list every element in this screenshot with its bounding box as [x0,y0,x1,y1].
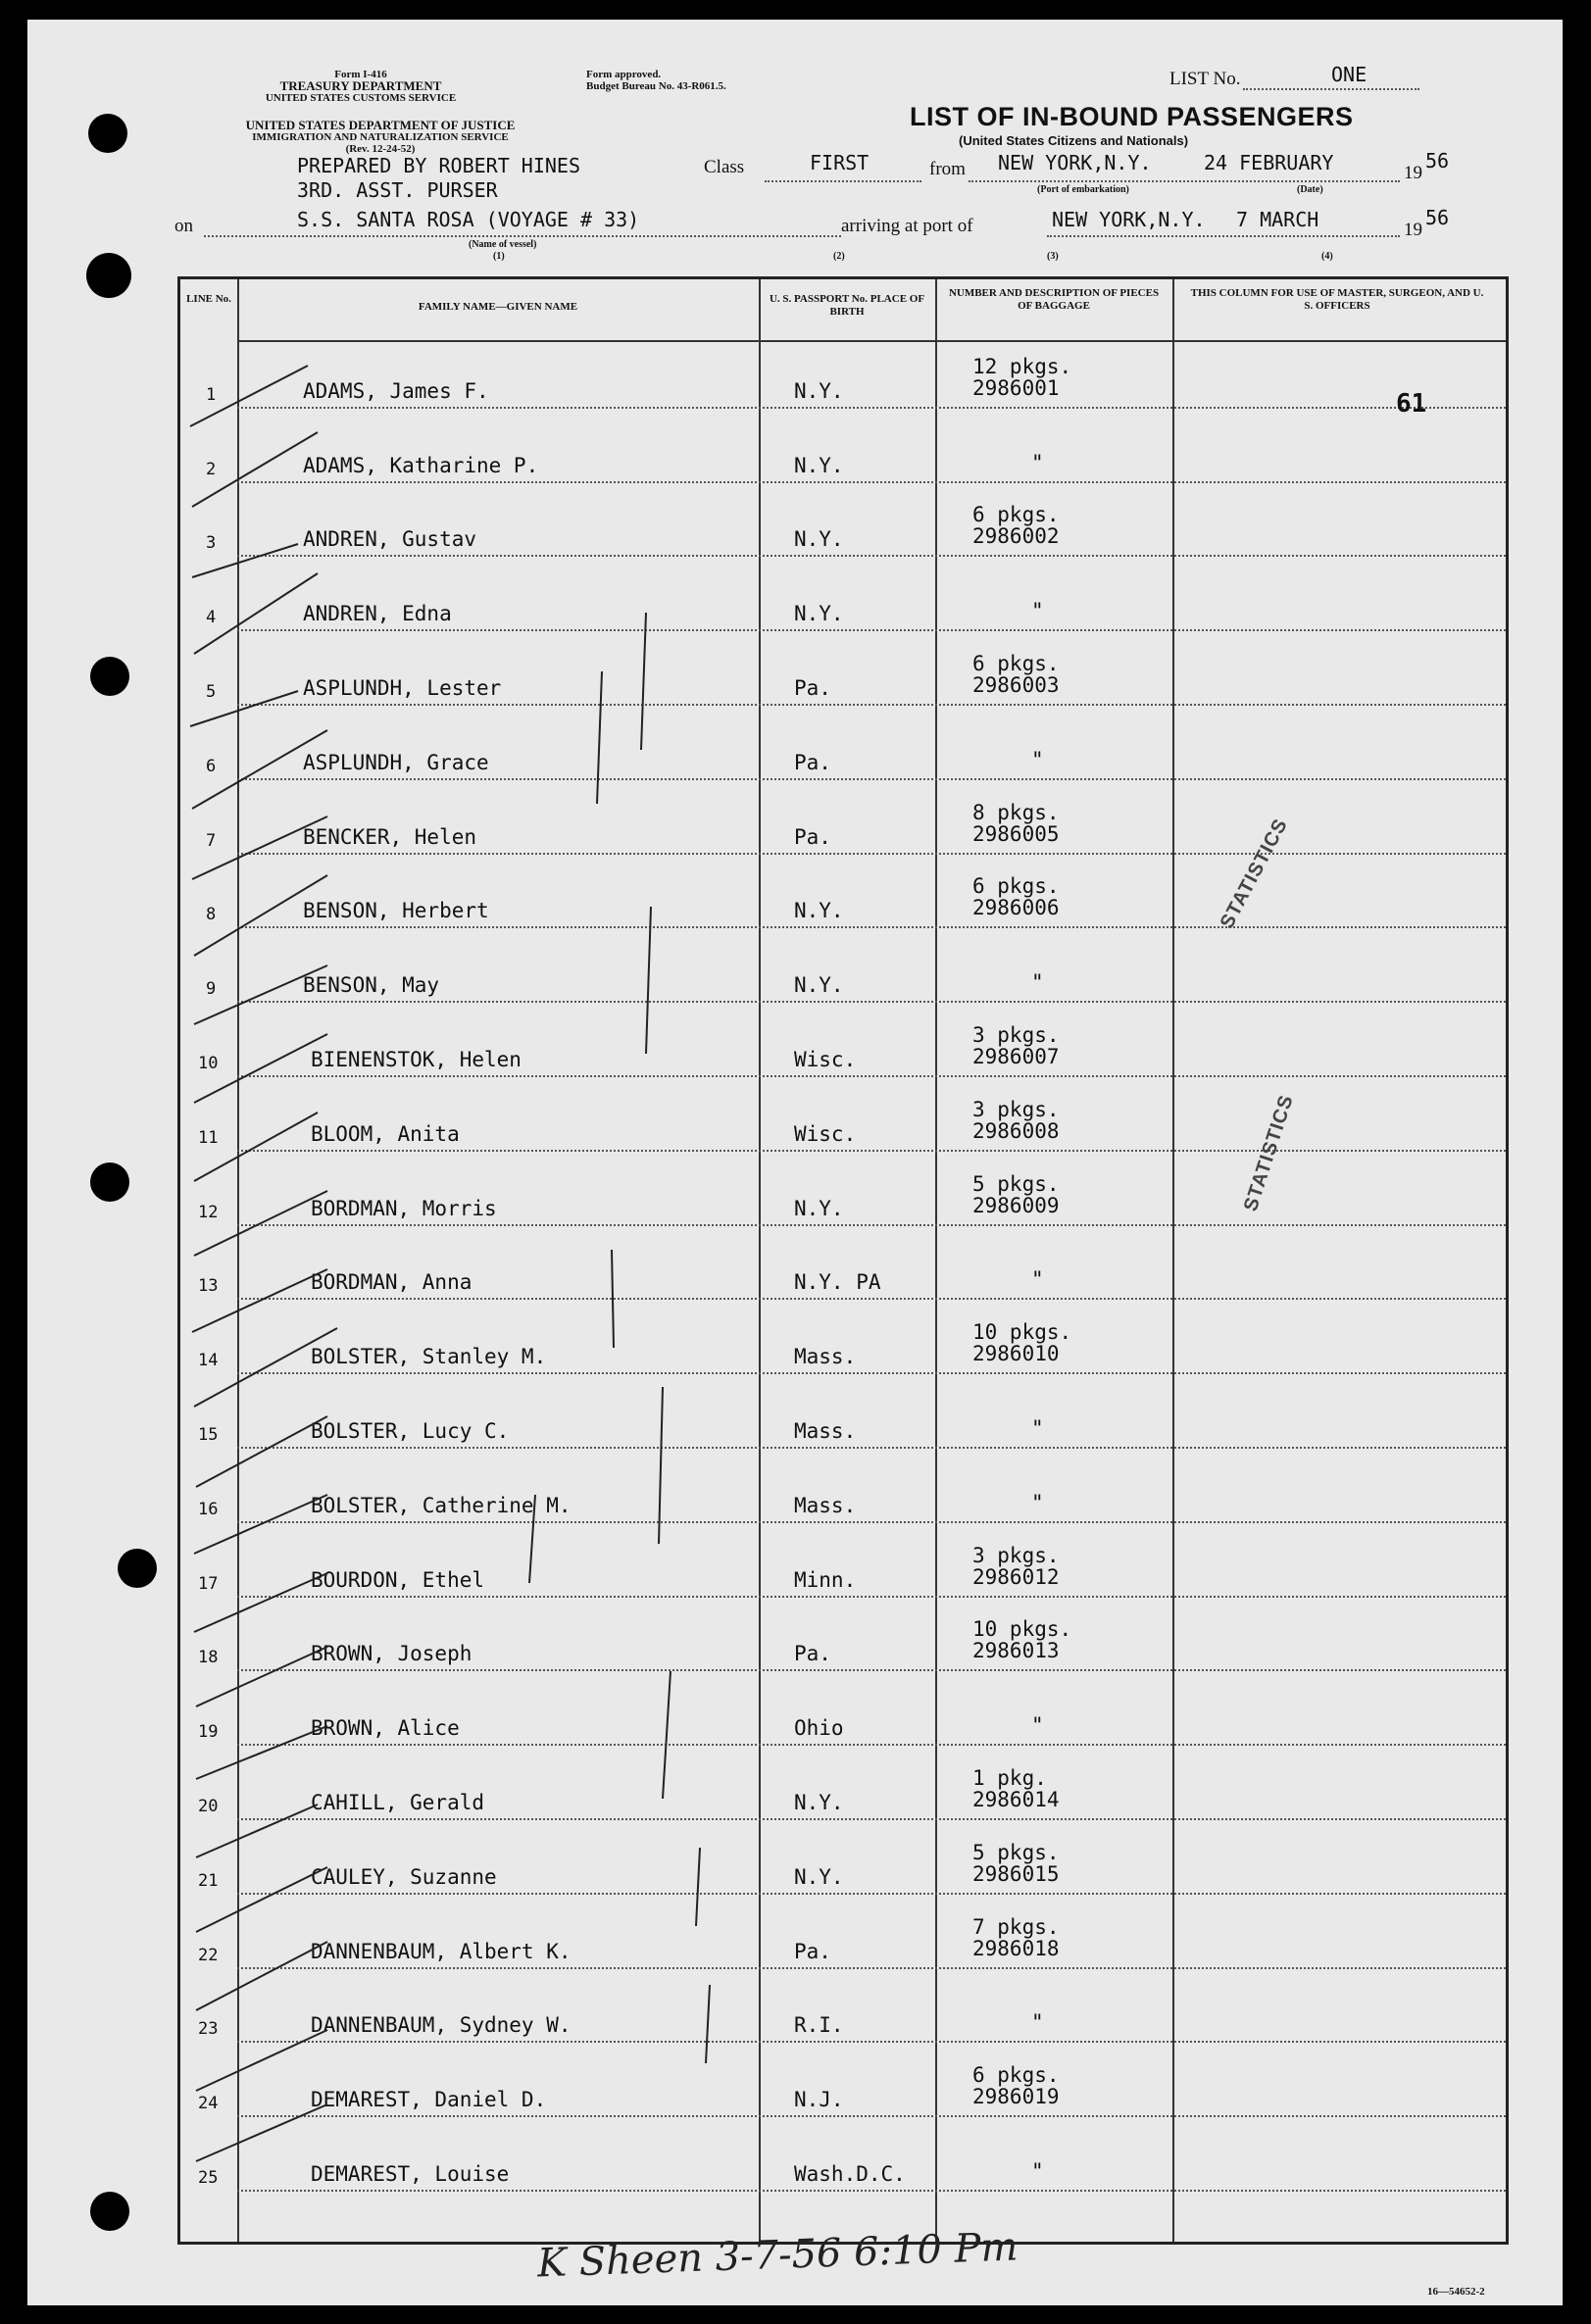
passenger-name: CAHILL, Gerald [311,1791,485,1814]
place-of-birth: Mass. [794,1493,857,1517]
passenger-name: ASPLUNDH, Lester [303,676,502,700]
line-number: 19 [198,1722,219,1743]
baggage-number: 2986018 [972,1936,1060,1960]
baggage-count: " [1031,1267,1044,1292]
arrival-date: 7 MARCH [1236,208,1319,231]
line-number: 10 [198,1054,219,1073]
baggage-count: 7 pkgs. [972,1914,1060,1939]
on-label: on [174,216,193,236]
passenger-name: BROWN, Joseph [311,1642,472,1666]
place-of-birth: Mass. [794,1345,857,1369]
passenger-name: BORDMAN, Anna [311,1270,472,1295]
row-rule [237,1818,1506,1820]
line-number: 24 [198,2094,219,2114]
row-rule [237,1596,1506,1598]
list-no-underline [1243,88,1419,90]
col-caption-4: (4) [1321,251,1333,262]
baggage-count: 3 pkgs. [972,1097,1060,1121]
line-number: 3 [206,533,217,554]
passenger-name: BROWN, Alice [311,1716,460,1741]
baggage-count: " [1031,970,1044,995]
baggage-number: 2986015 [972,1861,1060,1886]
place-of-birth: N.Y. [794,453,844,477]
check-stroke [663,1671,671,1799]
line-number: 25 [198,2168,219,2188]
row-rule [237,1298,1506,1300]
line-number: 2 [206,459,217,479]
budget-bureau: Budget Bureau No. 43-R061.5. [586,80,726,92]
passenger-name: BENSON, May [303,973,440,998]
place-of-birth: Pa. [794,824,831,849]
row-rule [237,407,1506,409]
passenger-name: DEMAREST, Louise [311,2162,510,2186]
col-divider [1172,279,1174,2242]
baggage-number: 2986012 [972,1564,1060,1589]
baggage-count: 6 pkgs. [972,503,1060,527]
page-subtitle: (United States Citizens and Nationals) [959,133,1189,148]
place-of-birth: N.J. [794,2088,844,2112]
place-of-birth: Minn. [794,1567,857,1592]
baggage-count: " [1031,1416,1044,1440]
check-stroke [696,1848,700,1926]
baggage-count: 10 pkgs. [972,1320,1072,1345]
row-rule [237,2115,1506,2117]
col-header-officers: THIS COLUMN FOR USE OF MASTER, SURGEON, AND U. S. OFFICERS [1190,287,1484,312]
line-number: 7 [206,830,217,851]
from-underline [969,180,1400,182]
col-header-line: LINE No. [186,293,231,305]
baggage-number: 2986006 [972,896,1060,920]
row-rule [237,555,1506,557]
row-rule [237,926,1506,928]
from-date: 24 FEBRUARY [1204,151,1334,174]
line-number: 15 [198,1425,219,1445]
footer-code: 16—54652-2 [1427,2286,1485,2298]
baggage-count: 12 pkgs. [972,354,1072,378]
place-of-birth: N.Y. [794,1791,844,1814]
arrival-port: NEW YORK,N.Y. [1052,208,1206,231]
place-of-birth: Pa. [794,1642,831,1666]
place-of-birth: N.Y. [794,973,844,998]
baggage-count: 6 pkgs. [972,2063,1060,2088]
document-page [27,20,1563,2305]
arrival-year-prefix: 19 [1404,220,1422,240]
baggage-number: 2986002 [972,524,1060,549]
binder-hole [118,1549,157,1588]
row-rule [237,1150,1506,1152]
page-title: LIST OF IN-BOUND PASSENGERS [910,102,1354,131]
passenger-name: BORDMAN, Morris [311,1196,497,1220]
check-stroke [706,1985,710,2063]
officer-note: 61 [1396,389,1427,419]
col-divider [935,279,937,2242]
dept-customs: UNITED STATES CUSTOMS SERVICE [265,92,457,104]
passenger-name: ADAMS, James F. [303,378,489,403]
row-rule [237,1967,1506,1969]
row-rule [237,1521,1506,1523]
arrival-year: 56 [1425,206,1450,229]
col-header-passport: U. S. PASSPORT No. PLACE OF BIRTH [769,293,925,318]
prepared-by-title: 3RD. ASST. PURSER [297,178,498,202]
baggage-count: " [1031,450,1044,474]
form-approved: Form approved. [586,69,662,80]
baggage-count: " [1031,747,1044,771]
vessel-caption: (Name of vessel) [469,239,537,250]
baggage-count: 5 pkgs. [972,1171,1060,1196]
line-number: 21 [198,1870,219,1891]
col-divider [237,279,239,2242]
line-number: 6 [206,756,217,776]
form-id-block [233,69,488,104]
place-of-birth: N.Y. [794,378,844,403]
prepared-by: PREPARED BY ROBERT HINES [297,154,580,177]
line-number: 20 [198,1797,219,1816]
row-rule [237,778,1506,780]
row-rule [237,1744,1506,1746]
row-rule [237,1447,1506,1449]
binder-hole [86,253,131,298]
from-year: 56 [1425,149,1450,173]
baggage-number: 2986005 [972,821,1060,846]
passenger-name: DANNENBAUM, Albert K. [311,1939,572,1963]
row-rule [237,2190,1506,2192]
passenger-table [177,276,1509,2245]
list-no-label: LIST No. [1169,69,1241,89]
row-rule [237,704,1506,706]
passenger-name: DANNENBAUM, Sydney W. [311,2013,572,2038]
passenger-name: BOURDON, Ethel [311,1567,485,1592]
place-of-birth: Ohio [794,1716,844,1741]
passenger-name: BIENENSTOK, Helen [311,1048,522,1071]
arrival-underline [1047,235,1400,237]
place-of-birth: Pa. [794,676,831,700]
baggage-count: " [1031,1713,1044,1738]
line-number: 8 [206,905,217,925]
row-rule [237,1001,1506,1003]
baggage-count: 3 pkgs. [972,1023,1060,1047]
baggage-number: 2986014 [972,1788,1060,1811]
from-port: NEW YORK,N.Y. [998,151,1152,174]
passenger-name: BLOOM, Anita [311,1121,460,1146]
from-year-prefix: 19 [1404,163,1422,183]
col-caption-1: (1) [493,251,505,262]
col-header-name: FAMILY NAME—GIVEN NAME [418,301,578,313]
date-caption: (Date) [1297,184,1323,195]
place-of-birth: Wash.D.C. [794,2162,906,2186]
row-rule [237,1224,1506,1226]
passenger-name: BOLSTER, Catherine M. [311,1493,572,1517]
place-of-birth: N.Y. [794,1196,844,1220]
line-number: 22 [198,1945,219,1965]
passenger-name: ADAMS, Katharine P. [303,453,539,477]
row-rule [237,1075,1506,1077]
baggage-number: 2986003 [972,673,1060,697]
row-rule [237,481,1506,483]
passenger-name: ANDREN, Edna [303,602,452,626]
place-of-birth: N.Y. [794,899,844,923]
line-number: 1 [206,384,217,405]
passenger-name: ANDREN, Gustav [303,527,477,552]
check-stroke [641,613,646,750]
line-number: 14 [198,1351,219,1371]
baggage-count: " [1031,1490,1044,1514]
place-of-birth: N.Y. [794,1864,844,1889]
statistics-stamp: STATISTICS [1216,815,1293,933]
line-number: 18 [198,1648,219,1668]
baggage-count: 6 pkgs. [972,874,1060,899]
place-of-birth: Wisc. [794,1121,857,1146]
row-rule [237,1893,1506,1895]
passenger-name: CAULEY, Suzanne [311,1864,497,1889]
baggage-number: 2986008 [972,1118,1060,1143]
passenger-name: BENSON, Herbert [303,899,489,923]
baggage-number: 2986007 [972,1045,1060,1068]
arriving-label: arriving at port of [841,216,973,236]
place-of-birth: Mass. [794,1419,857,1443]
baggage-count: 6 pkgs. [972,652,1060,675]
line-number: 9 [206,979,217,1000]
dept-justice: UNITED STATES DEPARTMENT OF JUSTICE [245,118,516,132]
form-revision: (Rev. 12-24-52) [345,143,416,155]
line-number: 16 [198,1499,219,1519]
col-header-baggage: NUMBER AND DESCRIPTION OF PIECES OF BAGGAGE [948,287,1160,312]
class-value: FIRST [810,151,870,174]
list-no-value: ONE [1331,63,1367,86]
binder-hole [90,1162,129,1202]
baggage-count: 8 pkgs. [972,800,1060,824]
place-of-birth: N.Y. PA [794,1270,881,1295]
baggage-number: 2986009 [972,1193,1060,1217]
passenger-name: BOLSTER, Stanley M. [311,1345,547,1369]
from-label: from [929,159,966,179]
row-rule [237,1669,1506,1671]
form-number: Form I-416 [334,69,387,80]
justice-block [174,120,586,155]
line-number: 23 [198,2019,219,2040]
baggage-number: 2986013 [972,1639,1060,1663]
line-number: 5 [206,682,217,702]
dept-treasury: TREASURY DEPARTMENT [279,78,442,93]
col-caption-2: (2) [833,251,845,262]
place-of-birth: R.I. [794,2013,844,2038]
vessel-underline [204,235,841,237]
check-stroke [597,671,602,804]
baggage-count: 1 pkg. [972,1766,1047,1790]
row-rule [237,1372,1506,1374]
row-rule [237,853,1506,855]
handwritten-signature: K Sheen 3-7-56 6:10 Pm [536,2224,1019,2287]
dept-ins: IMMIGRATION AND NATURALIZATION SERVICE [252,131,509,143]
class-underline [765,180,921,182]
baggage-count: 10 pkgs. [972,1617,1072,1642]
line-number: 11 [198,1127,219,1148]
binder-hole [90,657,129,696]
line-number: 17 [198,1573,219,1594]
passenger-name: DEMAREST, Daniel D. [311,2088,547,2112]
baggage-count: " [1031,2010,1044,2035]
line-number: 13 [198,1276,219,1297]
place-of-birth: N.Y. [794,602,844,626]
budget-block [586,69,726,92]
baggage-count: 3 pkgs. [972,1543,1060,1567]
check-stroke [646,907,651,1054]
line-number: 12 [198,1202,219,1222]
baggage-number: 2986001 [972,375,1060,400]
baggage-number: 2986010 [972,1342,1060,1366]
line-number: 4 [206,608,217,628]
place-of-birth: Pa. [794,750,831,774]
class-label: Class [704,157,745,177]
baggage-count: " [1031,2159,1044,2183]
binder-hole [88,114,127,153]
baggage-count: 5 pkgs. [972,1840,1060,1864]
port-caption: (Port of embarkation) [1037,184,1129,195]
binder-hole [90,2192,129,2231]
passenger-name: BENCKER, Helen [303,824,477,849]
row-rule [237,2041,1506,2043]
vessel-name: S.S. SANTA ROSA (VOYAGE # 33) [297,208,640,231]
baggage-number: 2986019 [972,2085,1060,2109]
statistics-stamp: STATISTICS [1239,1092,1298,1214]
row-rule [237,629,1506,631]
baggage-count: " [1031,599,1044,623]
header-rule [237,340,1506,342]
col-caption-3: (3) [1047,251,1059,262]
place-of-birth: N.Y. [794,527,844,552]
col-divider [759,279,761,2242]
place-of-birth: Wisc. [794,1048,857,1071]
passenger-name: ASPLUNDH, Grace [303,750,489,774]
passenger-name: BOLSTER, Lucy C. [311,1419,510,1443]
place-of-birth: Pa. [794,1939,831,1963]
